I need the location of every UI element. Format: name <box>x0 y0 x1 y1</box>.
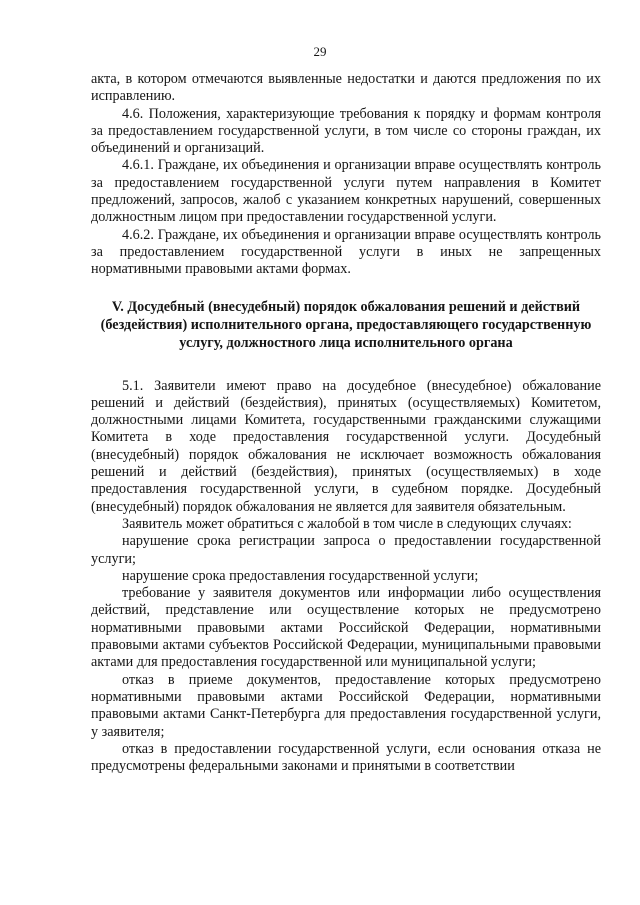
list-item: требование у заявителя документов или информации либо осуществления действий, представление или осуществление которых не предусмотрено нормативными правовыми актами Российской Федерации, нормативными правовыми актами субъектов Российской Федерации, муниципальными правовыми актами для предоставления государственной или муниципальной услуги; <box>91 585 601 671</box>
paragraph-4-6-1: 4.6.1. Граждане, их объединения и организации вправе осуществлять контроль за предоставлением государственной услуги путем направления в Комитет предложений, запросов, жалоб с указанием конкретных нарушений, совершенных должностным лицом при предоставлении государственной услуги. <box>91 157 601 226</box>
page-number: 29 <box>313 44 327 59</box>
list-item: отказ в приеме документов, предоставление которых предусмотрено нормативными правовыми актами Российской Федерации, нормативными правовыми актами Санкт-Петербурга для предоставления государственной услуги, у заявителя; <box>91 671 601 740</box>
section-heading: V. Досудебный (внесудебный) порядок обжалования решений и действий (бездействия) исполнительного органа, предоставляющего государственную услугу, должностного лица исполнительного органа <box>100 298 592 351</box>
list-item: отказ в предоставлении государственной услуги, если основания отказа не предусмотрены федеральными законами и принятыми в соответствии <box>91 740 601 775</box>
paragraph-4-6: 4.6. Положения, характеризующие требования к порядку и формам контроля за предоставлением государственной услуги, в том числе со стороны граждан, их объединений и организаций. <box>91 105 601 157</box>
document-body <box>91 71 601 775</box>
paragraph-4-6-2: 4.6.2. Граждане, их объединения и организации вправе осуществлять контроль за предоставлением государственной услуги в иных не запрещенных нормативными правовыми актами формах. <box>91 226 601 278</box>
list-item: нарушение срока регистрации запроса о предоставлении государственной услуги; <box>91 533 601 567</box>
paragraph-continuation: акта, в котором отмечаются выявленные недостатки и даются предложения по их исправлению. <box>91 71 601 105</box>
paragraph-5-1: 5.1. Заявители имеют право на досудебное (внесудебное) обжалование решений и действий (бездействия), принятых (осуществляемых) Комитетом, должностными лицами Комитета, государственными гражданскими служащими Комитета в ходе предоставления государственной услуги. Досудебный (внесудебный) порядок обжалования не исключает возможность обжалования решений и действий (бездействия), принятых (осуществляемых) в ходе предоставления государственной услуги, в судебном порядке. Досудебный (внесудебный) порядок обжалования не является для заявителя обязательным. <box>91 377 601 515</box>
list-item: нарушение срока предоставления государственной услуги; <box>122 567 479 584</box>
paragraph-cases-intro: Заявитель может обратиться с жалобой в том числе в следующих случаях: <box>122 515 572 532</box>
